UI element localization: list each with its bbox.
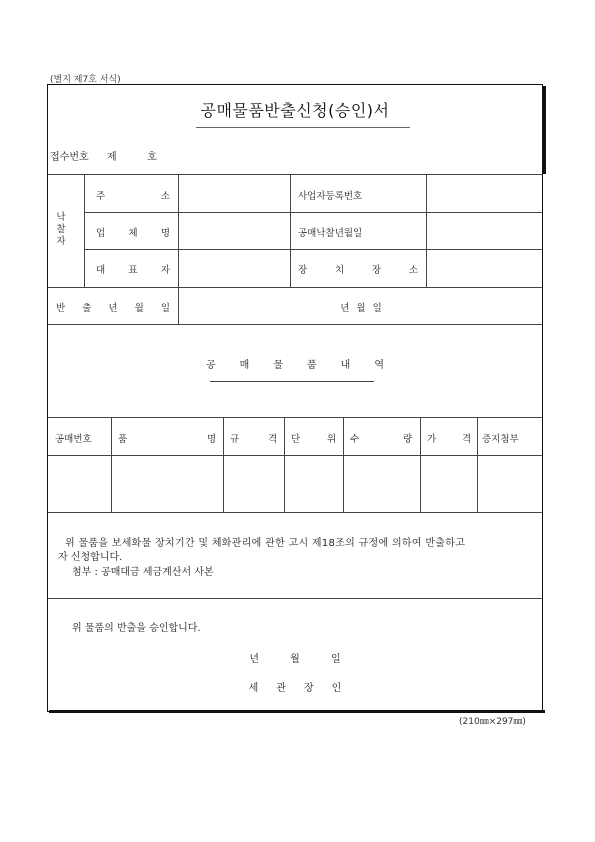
bidder-group-label: 낙 찰 자 [56,212,66,247]
col-price-right: 격 [462,434,472,445]
attachment-note: 첨부 : 공매대금 세금계산서 사본 [72,567,214,578]
receipt-ho: 호 [147,152,157,163]
application-line-2: 자 신청합니다. [58,552,123,563]
company-name-label: 업 체 명 [96,228,170,239]
rule [48,417,542,418]
customs-officer-seal: 세관장인 [248,683,360,694]
col-spec-right: 격 [268,434,278,445]
rule [111,417,112,512]
rule [84,174,85,287]
receipt-je: 제 [107,152,117,163]
receipt-label: 접수번호 [50,152,89,163]
rule [426,174,427,287]
frame-shadow-right [543,86,546,174]
release-date-value: 년 월 일 [340,303,382,314]
rule [223,417,224,512]
col-item-name-right: 명 [207,434,217,445]
col-price-left: 가 [427,434,437,445]
col-quantity-left: 수 [350,434,360,445]
rule [477,417,478,512]
rule [84,249,542,250]
rule [290,174,291,287]
rule [284,417,285,512]
col-unit-left: 단 [291,434,301,445]
address-label: 주 소 [96,191,170,202]
release-date-label: 반 출 년 월 일 [56,303,170,314]
storage-location-label: 장 치 장 소 [298,265,418,276]
application-line-1: 위 물품을 보세화물 장치기간 및 체화관리에 관한 고시 제18조의 규정에 의하여 반출하고 [64,538,466,549]
rule [48,174,542,175]
business-reg-number-label: 사업자등록번호 [298,191,363,202]
approval-date: 년 월 일 [249,654,341,665]
goods-section-title: 공매물품내역 [206,360,408,371]
approval-statement: 위 물품의 반출을 승인합니다. [72,623,201,634]
auction-bid-date-label: 공매낙찰년월일 [298,228,363,239]
col-proof-stamp: 증지첨부 [482,434,519,445]
frame-shadow-bottom [49,710,545,713]
rule [48,324,542,325]
rule [48,512,542,513]
receipt-number [50,148,157,163]
form-title: 공매물품반출신청(승인)서 [200,101,390,120]
col-unit-right: 위 [327,434,337,445]
form-number-label: (별지 제7호 서식) [50,75,121,85]
rule [178,174,179,324]
title-underline [196,127,410,128]
rule [84,212,542,213]
goods-title-underline [210,381,374,382]
paper-size-note: (210㎜×297㎜) [459,717,526,727]
form-frame [47,84,543,712]
rule [48,287,542,288]
rule [48,598,542,599]
rule [48,455,542,456]
representative-label: 대 표 자 [96,265,170,276]
col-spec-left: 규 [230,434,240,445]
col-auction-number: 공매번호 [55,434,92,445]
col-quantity-right: 량 [403,434,413,445]
rule [343,417,344,512]
col-item-name-left: 품 [118,434,128,445]
rule [420,417,421,512]
